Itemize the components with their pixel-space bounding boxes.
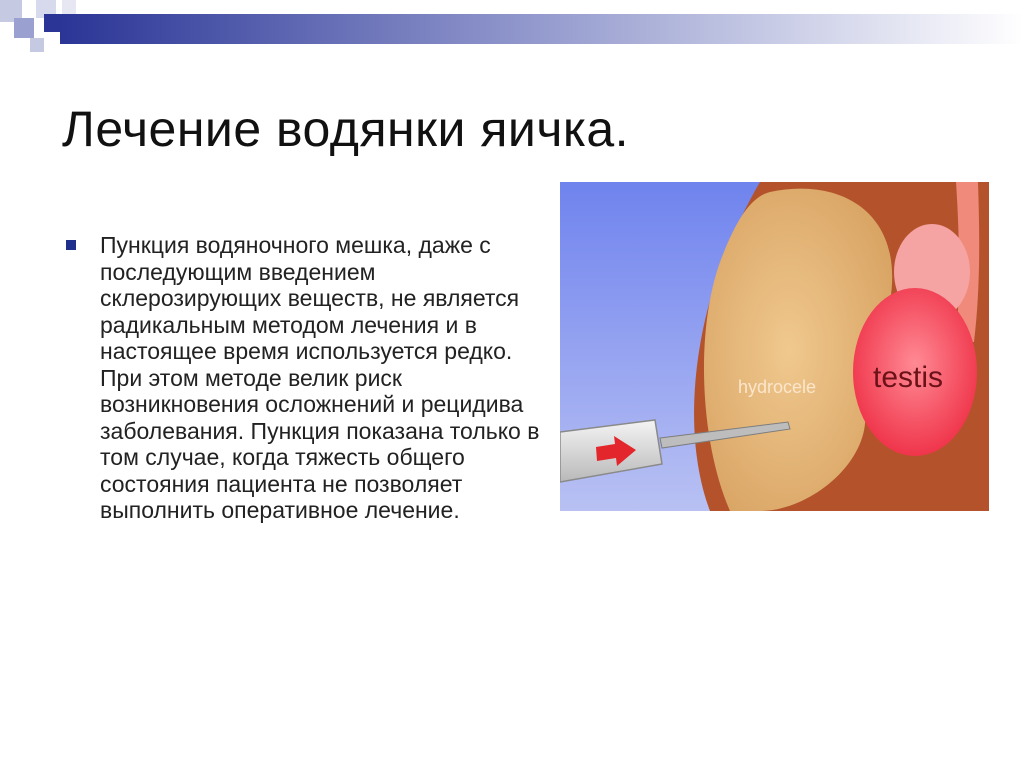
- hydrocele-puncture-illustration: [560, 182, 989, 511]
- testis-label: testis: [873, 361, 944, 394]
- header-gradient-bar: [60, 14, 1024, 44]
- hydrocele-label: hydrocele: [738, 377, 817, 397]
- slide-title: Лечение водянки яичка.: [62, 101, 630, 157]
- header-decoration: [0, 0, 1024, 70]
- square-bullet-icon: [66, 240, 76, 250]
- corner-square: [62, 0, 76, 14]
- bullet-text: Пункция водяночного мешка, даже с последующим введением склерозирующих веществ, не является радикальным методом лечения и в настоящее время используется редко. При этом методе велик риск возникновения осложнений и рецидива заболевания. Пункция показана только в том случае, когда тяжесть общего состояния пациента не позволяет выполнить оперативное лечение.: [100, 232, 540, 523]
- illustration-svg: [560, 182, 989, 511]
- corner-square: [14, 18, 34, 38]
- corner-square: [44, 14, 62, 32]
- corner-square: [30, 38, 44, 52]
